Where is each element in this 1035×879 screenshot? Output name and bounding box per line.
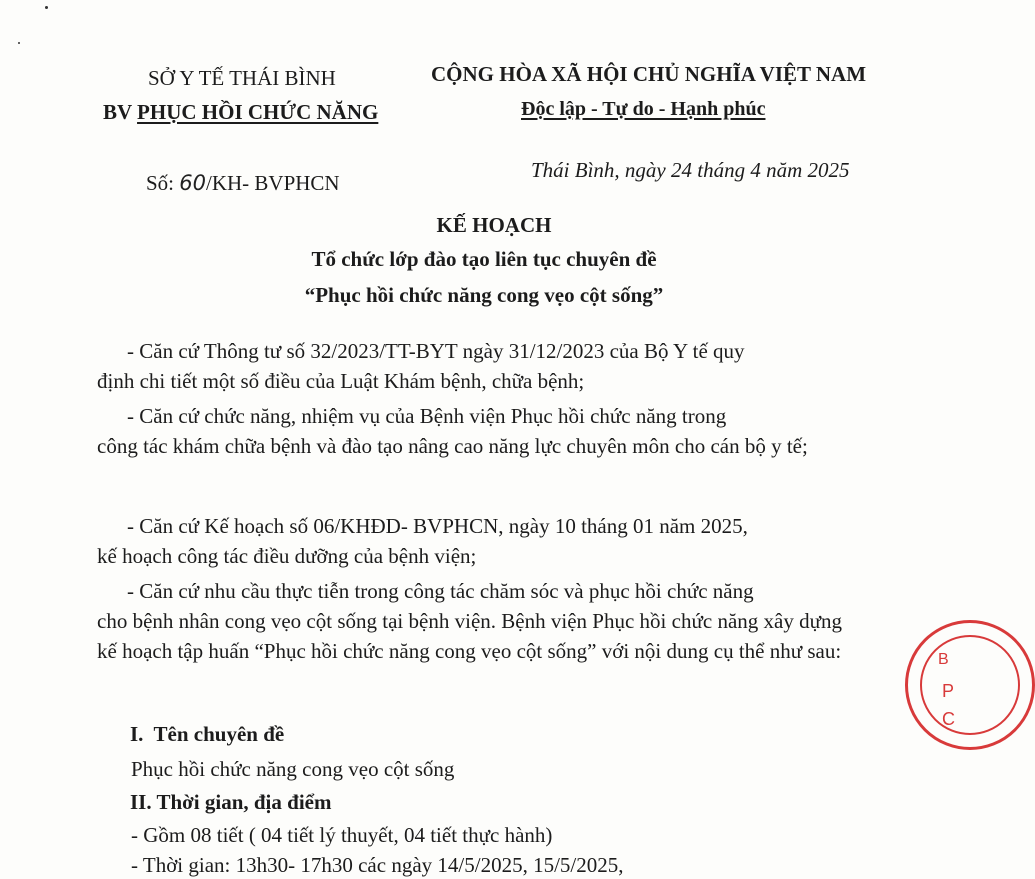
agency-name: SỞ Y TẾ THÁI BÌNH [148, 66, 336, 90]
scan-speck [18, 42, 20, 44]
paragraph-first-line: - Căn cứ chức năng, nhiệm vụ của Bệnh viện Phục hồi chức năng trong [127, 404, 727, 428]
so-label: Số: [146, 171, 175, 195]
stamp-letter: C [942, 709, 955, 729]
paragraph-first-line: - Căn cứ nhu cầu thực tiễn trong công tác chăm sóc và phục hồi chức năng [127, 579, 754, 603]
section-1-content: Phục hồi chức năng cong vẹo cột sống [131, 757, 455, 781]
official-stamp [905, 620, 1035, 750]
scan-speck [45, 6, 48, 9]
paragraph-legal-basis-2 [97, 401, 842, 461]
section-2-heading: II. Thời gian, địa điểm [130, 790, 332, 814]
document-subtitle-2: “Phục hồi chức năng cong vẹo cột sống” [304, 283, 664, 307]
document-number [146, 171, 340, 196]
stamp-letter: P [942, 681, 955, 701]
section-2-item-2: - Thời gian: 13h30- 17h30 các ngày 14/5/2025, 15/5/2025, [131, 853, 624, 877]
hospital-name-underlined: PHỤC HỒI CHỨC NĂNG [137, 100, 379, 124]
document-title: KẾ HOẠCH [436, 213, 552, 237]
hospital-name [103, 100, 378, 125]
paragraph-rest: công tác khám chữa bệnh và đào tạo nâng cao năng lực chuyên môn cho cán bộ y tế; [97, 434, 808, 458]
section-2-item-1: - Gồm 08 tiết ( 04 tiết lý thuyết, 04 tiết thực hành) [131, 823, 553, 847]
national-motto: Độc lập - Tự do - Hạnh phúc [521, 98, 766, 120]
section-1-heading: I. Tên chuyên đề [130, 722, 285, 746]
paragraph-rest: định chi tiết một số điều của Luật Khám bệnh, chữa bệnh; [97, 369, 585, 393]
date-place: Thái Bình, ngày 24 tháng 4 năm 2025 [531, 158, 850, 182]
hospital-prefix: BV [103, 100, 138, 124]
stamp-inner-ring [920, 635, 1020, 735]
paragraph-first-line: - Căn cứ Kế hoạch số 06/KHĐD- BVPHCN, ngày 10 tháng 01 năm 2025, [127, 514, 748, 538]
national-title: CỘNG HÒA XÃ HỘI CHỦ NGHĨA VIỆT NAM [431, 62, 867, 86]
document-subtitle-1: Tổ chức lớp đào tạo liên tục chuyên đề [311, 247, 657, 271]
stamp-letter: B [938, 651, 949, 668]
so-number-handwritten: 60 [179, 171, 206, 195]
paragraph-legal-basis-1 [97, 336, 842, 396]
paragraph-rest: cho bệnh nhân cong vẹo cột sống tại bệnh viện. Bệnh viện Phục hồi chức năng xây dựng kế hoạch tập huấn “Phục hồi chức năng cong vẹo cột sống” với nội dung cụ thể như sau: [97, 609, 842, 663]
paragraph-rest: kế hoạch công tác điều dưỡng của bệnh viện; [97, 544, 477, 568]
paragraph-legal-basis-3 [97, 511, 842, 571]
so-suffix: /KH- BVPHCN [206, 171, 340, 195]
paragraph-legal-basis-4 [97, 576, 842, 666]
paragraph-first-line: - Căn cứ Thông tư số 32/2023/TT-BYT ngày 31/12/2023 của Bộ Y tế quy [127, 339, 745, 363]
